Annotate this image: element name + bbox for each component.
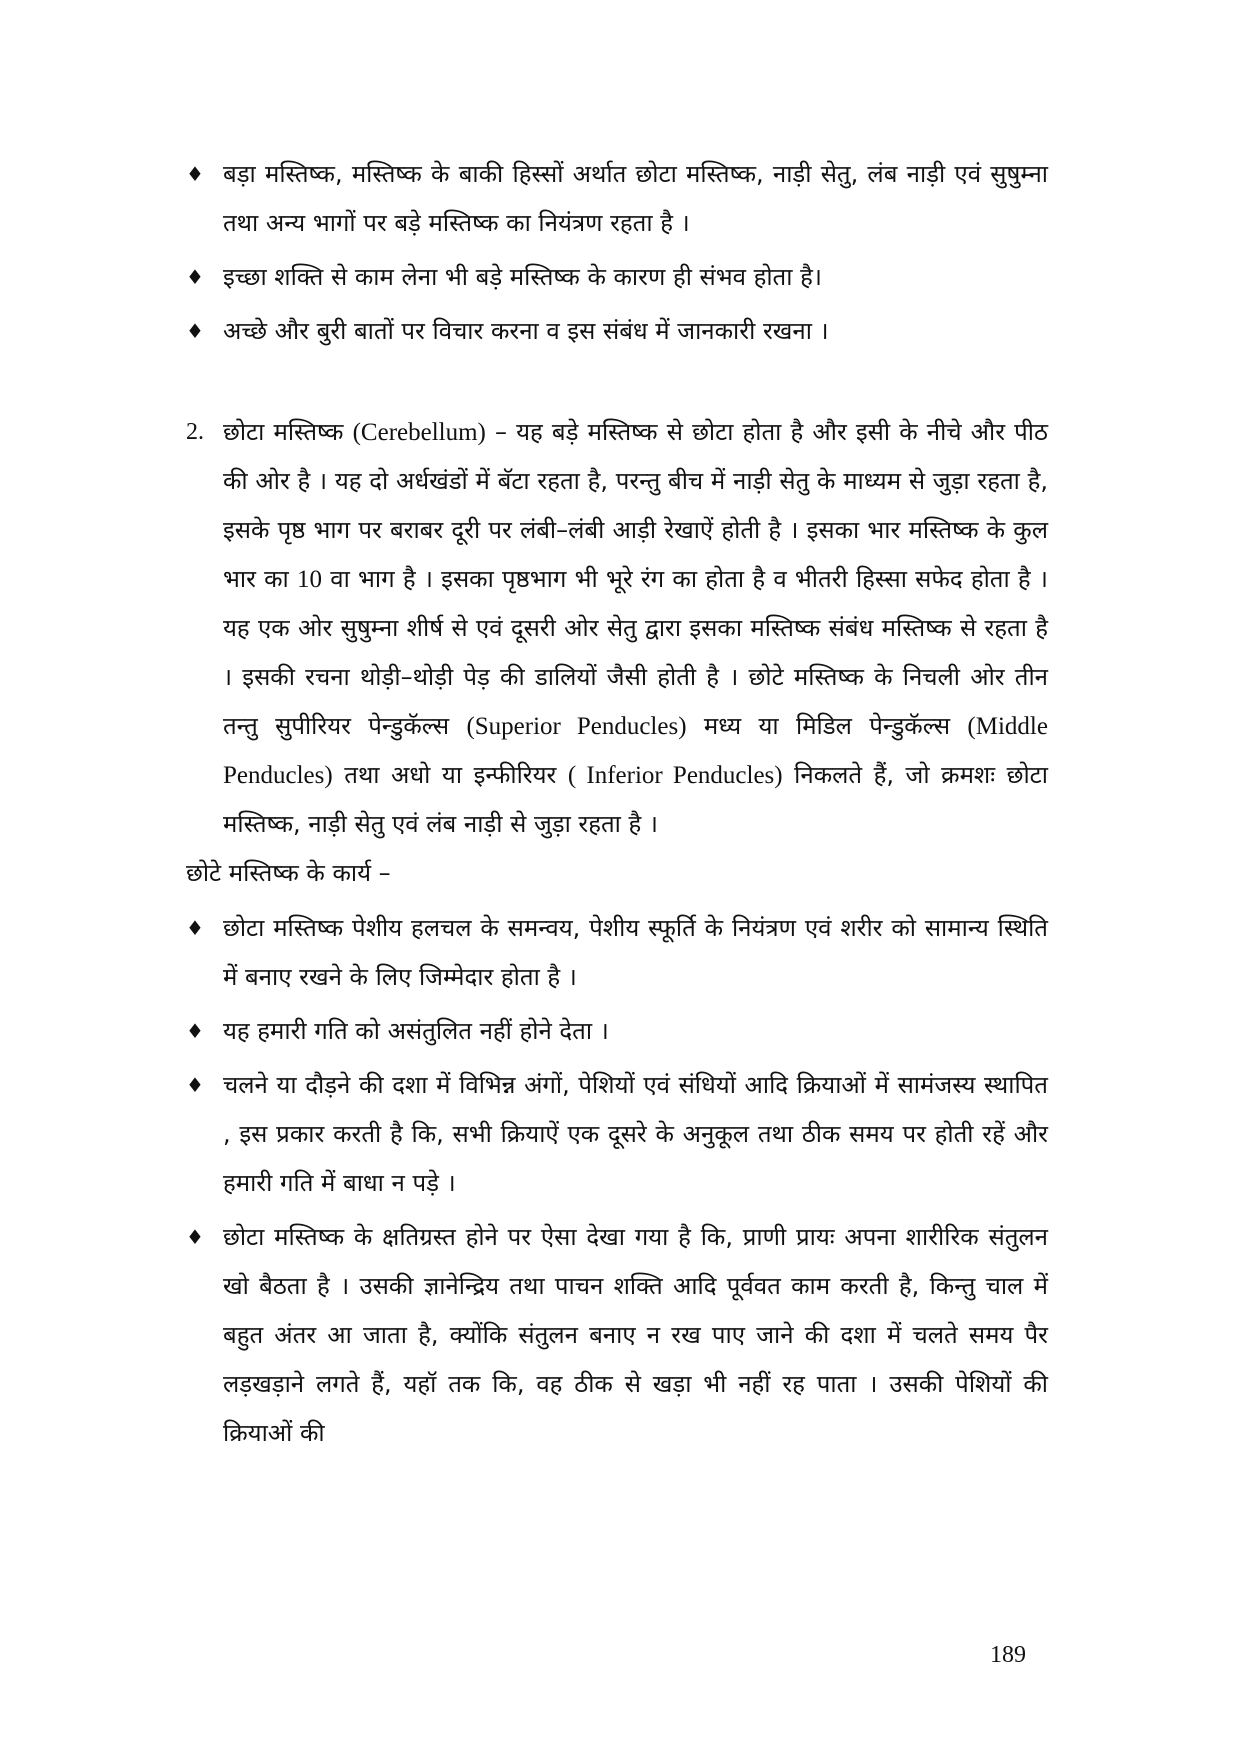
section-text: वा भाग है । इसका पृष्ठभाग भी भूरे रंग का होता है व भीतरी हिस्सा सफेद होता है । यह एक ओर सुषुम्ना शीर्ष से एवं दूसरी ओर सेतु द्वारा इसका मस्तिष्क संबंध मस्तिष्क से रहता है । इसकी रचना थोड़ी–थोड़ी पेड़ की डालियों जैसी होती है । छोटे मस्तिष्क के निचली ओर तीन तन्तु सुपीरियर पेन्डुकॅल्स — [223, 565, 1048, 740]
weight-fraction-value: 10 — [297, 566, 323, 593]
term-superior-penducles: (Superior Penducles) — [466, 713, 687, 740]
section-text: मध्य या मिडिल पेन्डुकॅल्स — [703, 712, 951, 740]
section-heading-hindi: छोटा मस्तिष्क — [223, 418, 344, 446]
diamond-bullet-icon: ♦ — [186, 1073, 204, 1097]
diamond-bullet-icon: ♦ — [186, 162, 204, 186]
section-text: – यह बड़े मस्तिष्क से छोटा होता है और इसी के नीचे और पीठ की ओर है । यह दो अर्धखंडों में बॅटा रहता है, परन्तु बीच में नाड़ी सेतु के माध्यम से जुड़ा रहता है, इसके पृष्ठ भाग पर बराबर दूरी पर लंबी–लंबी आड़ी रेखाऐं होती है । इसका भार मस्तिष्क के कुल भार का — [223, 418, 1048, 593]
section-number: 2. — [186, 419, 204, 445]
page-content — [186, 150, 1048, 1463]
section-text: निकलते हैं, जो क्रमशः छोटा मस्तिष्क, नाड़ी सेतु एवं लंब नाड़ी से जुड़ा रहता है । — [223, 761, 1048, 838]
diamond-bullet-icon: ♦ — [186, 1019, 204, 1043]
bullet-item — [186, 1213, 1048, 1458]
diamond-bullet-icon: ♦ — [186, 319, 204, 343]
bullet-item — [186, 150, 1048, 248]
bullet-text: चलने या दौड़ने की दशा में विभिन्न अंगों, पेशियों एवं संधियों आदि क्रियाओं में सामंजस्य स्थापित , इस प्रकार करती है कि, सभी क्रियाऐं एक दूसरे के अनुकूल तथा ठीक समय पर होती रहें और हमारी गति में बाधा न पड़े । — [223, 1071, 1048, 1197]
bullet-item — [186, 904, 1048, 1002]
bullet-text: यह हमारी गति को असंतुलित नहीं होने देता । — [223, 1017, 609, 1045]
bullet-text: छोटा मस्तिष्क पेशीय हलचल के समन्वय, पेशीय स्फूर्ति के नियंत्रण एवं शरीर को सामान्य स्थिति में बनाए रखने के लिए जिम्मेदार होता है । — [223, 914, 1048, 991]
section-cerebellum — [186, 408, 1048, 849]
bullet-text: बड़ा मस्तिष्क, मस्तिष्क के बाकी हिस्सों अर्थात छोटा मस्तिष्क, नाड़ी सेतु, लंब नाड़ी एवं सुषुम्ना तथा अन्य भागों पर बड़े मस्तिष्क का नियंत्रण रहता है । — [223, 160, 1048, 237]
page-number: 189 — [990, 1642, 1026, 1668]
bullet-item — [186, 1007, 1048, 1056]
diamond-bullet-icon: ♦ — [186, 1225, 204, 1249]
bullet-text: इच्छा शक्ति से काम लेना भी बड़े मस्तिष्क के कारण ही संभव होता है। — [223, 263, 822, 291]
bullet-text: अच्छे और बुरी बातों पर विचार करना व इस संबंध में जानकारी रखना । — [223, 317, 829, 345]
section-heading-english: (Cerebellum) — [352, 419, 486, 446]
term-middle-penducles: (Middle Penducles) — [223, 713, 1048, 789]
diamond-bullet-icon: ♦ — [186, 265, 204, 289]
section-text: तथा अधो या इन्फीरियर — [344, 761, 557, 789]
bullet-item — [186, 1061, 1048, 1208]
bullet-item — [186, 253, 1048, 302]
term-inferior-penducles: ( Inferior Penducles) — [567, 762, 783, 789]
functions-heading: छोटे मस्तिष्क के कार्य – — [186, 859, 391, 887]
bullet-text: छोटा मस्तिष्क के क्षतिग्रस्त होने पर ऐसा देखा गया है कि, प्राणी प्रायः अपना शारीरिक संतुलन खो बैठता है । उसकी ज्ञानेन्द्रिय तथा पाचन शक्ति आदि पूर्ववत काम करती है, किन्तु चाल में बहुत अंतर आ जाता है, क्योंकि संतुलन बनाए न रख पाए जाने की दशा में चलते समय पैर लड़खड़ाने लगते हैं, यहॉ तक कि, वह ठीक से खड़ा भी नहीं रह पाता । उसकी पेशियों की क्रियाओं की — [223, 1223, 1048, 1447]
diamond-bullet-icon: ♦ — [186, 916, 204, 940]
bullet-item — [186, 307, 1048, 356]
